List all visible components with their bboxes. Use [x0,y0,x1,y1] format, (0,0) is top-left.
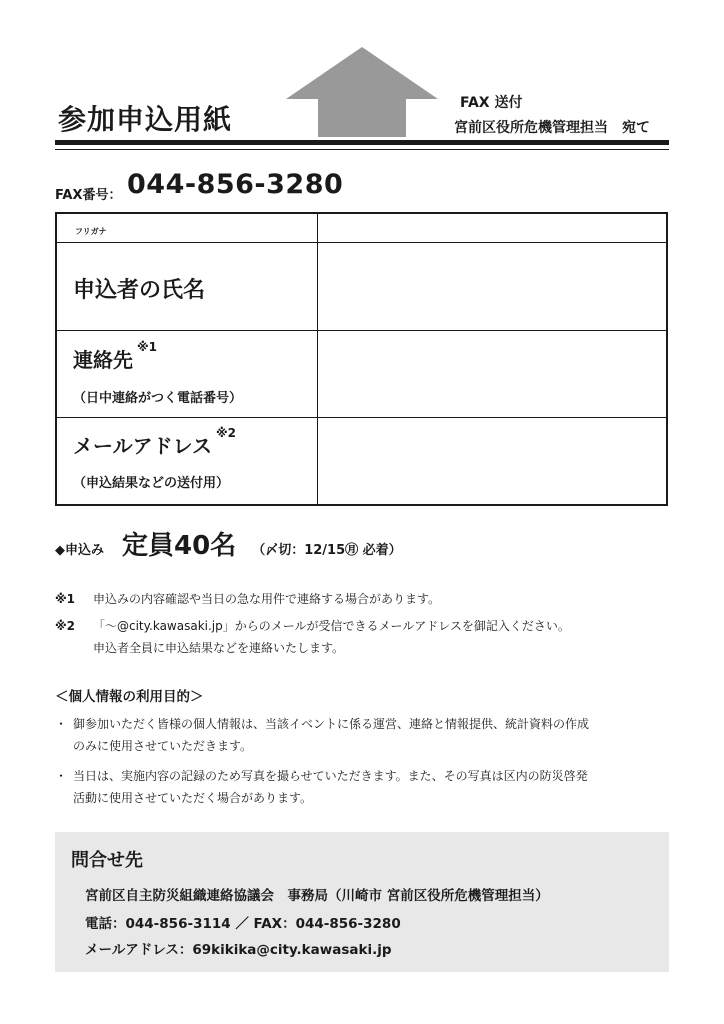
contact-title: 問合せ先 [71,850,143,871]
furigana-input[interactable] [319,214,666,242]
email-label [73,426,237,459]
header-divider-thin [55,149,669,150]
application-label: ◆申込み [55,543,104,558]
applicant-name-label: 申込者の氏名 [73,278,206,303]
contact-organization: 宮前区自主防災組織連絡協議会 事務局（川崎市 宮前区役所危機管理担当） [85,888,549,904]
email-sublabel: （申込結果などの送付用） [73,476,230,491]
privacy-text-continued: のみに使用させていただきます。 [73,739,253,753]
contact-label [73,340,158,373]
contact-email: メールアドレス：69kikika@city.kawasaki.jp [85,942,392,958]
fax-send-label: FAX 送付 [460,95,523,111]
deadline-text: （〆切：12/15㊊ 必着） [252,543,402,558]
privacy-heading: ＜個人情報の利用目的＞ [55,689,204,705]
furigana-label: フリガナ [75,227,107,236]
table-column-divider [317,214,318,504]
applicant-name-input[interactable] [319,243,666,330]
note-tag: ※2 [55,619,76,633]
contact-sublabel: （日中連絡がつく電話番号） [73,391,243,406]
note-text-continued: 申込者全員に申込結果などを連絡いたします。 [93,641,345,655]
email-label-text: メールアドレス [73,434,212,458]
fax-number-label: FAX番号： [55,188,122,203]
fax-number: 044-856-3280 [127,169,344,200]
contact-phone-fax: 電話：044-856-3114 ／ FAX：044-856-3280 [85,916,401,932]
contact-label-text: 連絡先 [73,348,133,372]
addressee-label: 宮前区役所危機管理担当 宛て [454,120,650,136]
up-arrow-icon [286,47,438,137]
application-form-table [55,212,668,506]
application-info [55,525,402,562]
email-input[interactable] [319,418,666,504]
note-mark: ※2 [216,426,237,440]
privacy-text: 御参加いただく皆様の個人情報は、当該イベントに係る運営、連絡と情報提供、統計資料の作成 [73,717,590,731]
note-text: 申込みの内容確認や当日の急な用件で連絡する場合があります。 [93,592,441,606]
contact-phone-input[interactable] [319,331,666,417]
privacy-text: 当日は、実施内容の記録のため写真を撮らせていただきます。また、その写真は区内の防災啓発 [73,769,588,783]
header-divider [55,140,669,145]
capacity-text: 定員40名 [122,531,237,561]
note-1 [55,590,440,607]
privacy-item [55,765,588,809]
bullet-dot: ・ [55,717,68,731]
note-text: 「～@city.kawasaki.jp」からのメールが受信できるメールアドレスを御記入ください。 [93,619,570,633]
page-title: 参加申込用紙 [58,103,233,136]
note-2 [55,617,570,656]
privacy-item [55,713,589,757]
bullet-dot: ・ [55,769,68,783]
contact-box [55,832,669,972]
privacy-text-continued: 活動に使用させていただく場合があります。 [73,791,313,805]
note-mark: ※1 [137,340,158,354]
note-tag: ※1 [55,592,76,606]
